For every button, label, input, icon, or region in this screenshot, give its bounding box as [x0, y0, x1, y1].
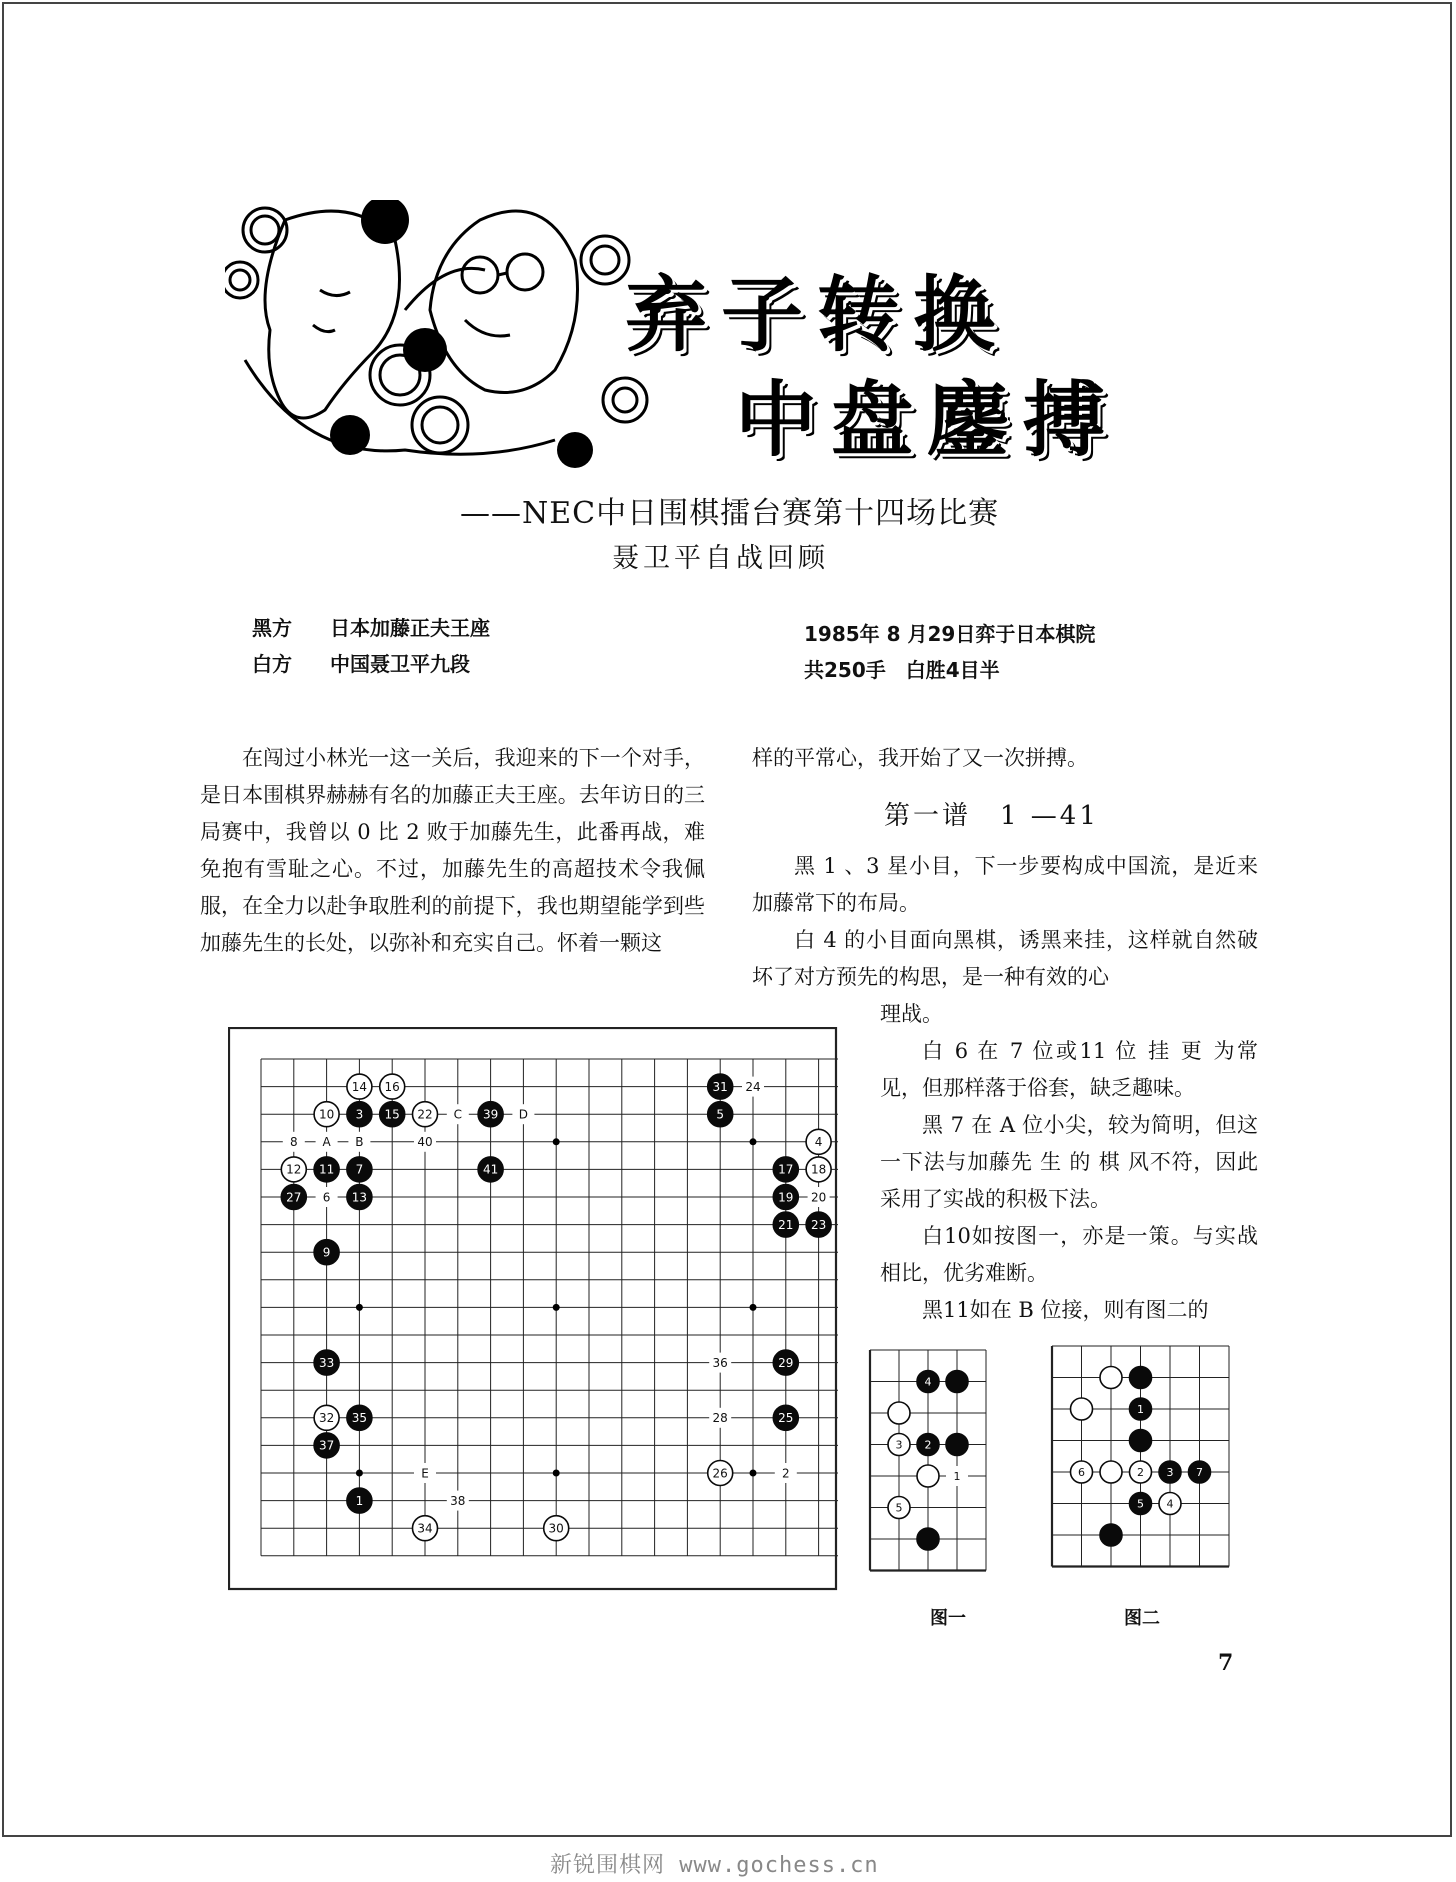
board-mark-label: 28: [712, 1411, 728, 1426]
left-column-text: [200, 740, 705, 962]
right-narrow-text: [880, 996, 1258, 1329]
white-player: 中国聂卫平九段: [330, 652, 470, 676]
paragraph: 黑11如在 B 位接，则有图二的: [922, 1298, 1209, 1322]
board-layer: [870, 1350, 986, 1571]
stone-number: 33: [318, 1355, 335, 1370]
board-mark-label: 24: [745, 1079, 761, 1094]
stone-number: 16: [384, 1079, 400, 1094]
stone-number: 13: [351, 1190, 368, 1205]
stone-number: 11: [318, 1162, 335, 1177]
stone-number: 3: [895, 1438, 903, 1452]
board-mark-label: D: [518, 1107, 529, 1122]
star-point: [750, 1304, 757, 1311]
stone-number: 37: [318, 1438, 335, 1453]
stone-number: 41: [482, 1162, 499, 1177]
board-mark-label: C: [453, 1107, 462, 1122]
stone-number: 27: [286, 1190, 302, 1205]
board-mark-label: E: [421, 1466, 429, 1481]
board-mark-label: B: [355, 1135, 364, 1150]
board-mark-label: 20: [810, 1190, 827, 1205]
star-point: [553, 1304, 560, 1311]
white-stone: [917, 1465, 939, 1487]
stone-number: 1: [1137, 1402, 1144, 1416]
stone-number: 5: [1137, 1497, 1144, 1511]
players-sketch-image: [225, 200, 655, 475]
section-title: 第一谱 1 —41: [884, 801, 1099, 831]
stone-number: 5: [716, 1107, 725, 1122]
board-mark-label: 38: [450, 1493, 466, 1508]
byline: 聂卫平自战回顾: [612, 543, 829, 574]
stone-number: 39: [482, 1107, 499, 1122]
white-player-info: [252, 648, 470, 677]
board-mark-label: 36: [712, 1355, 728, 1370]
stone-number: 34: [417, 1521, 433, 1536]
paragraph: 白 4 的小目面向黑棋，诱黑来挂，这样就自然破坏了对方预先的构思，是一种有效的心: [752, 928, 1258, 989]
stone-number: 25: [778, 1411, 794, 1426]
stone-number: 15: [384, 1107, 400, 1122]
stone-number: 18: [810, 1162, 827, 1177]
board-layer: [1052, 1346, 1229, 1567]
black-stone: [917, 1528, 939, 1550]
stone-number: 21: [778, 1217, 794, 1232]
paragraph: 理战。: [880, 1002, 943, 1026]
star-point: [356, 1470, 363, 1477]
black-player: 日本加藤正夫王座: [330, 616, 490, 640]
watermark: 新锐围棋网 www.gochess.cn: [550, 1853, 879, 1878]
stone-number: 7: [1196, 1465, 1203, 1479]
stone-number: 7: [355, 1162, 364, 1177]
stone-number: 31: [712, 1079, 728, 1094]
stone-number: 4: [1166, 1497, 1174, 1511]
game-moves-result: 共250手 白胜4目半: [804, 658, 1000, 682]
title-line-1: 弃子转换: [625, 268, 1010, 363]
star-point: [553, 1470, 560, 1477]
stone-number: 17: [778, 1162, 794, 1177]
diagram-1-board: [868, 1346, 992, 1582]
board-mark-label: 8: [289, 1135, 298, 1150]
diagram-1-caption: 图一: [930, 1608, 966, 1629]
stone-number: 6: [1078, 1465, 1085, 1479]
stone-number: 12: [286, 1162, 302, 1177]
stone-number: 10: [318, 1107, 335, 1122]
board-mark-label: 2: [781, 1466, 790, 1481]
board-mark-label: A: [322, 1135, 331, 1150]
subtitle: ——NEC中日围棋擂台赛第十四场比赛: [460, 496, 1000, 531]
diagram-2-caption: 图二: [1124, 1608, 1160, 1629]
stone-number: 35: [351, 1411, 368, 1426]
right-column-top: [752, 740, 1258, 777]
star-point: [750, 1138, 757, 1145]
stone-number: 29: [778, 1355, 794, 1370]
stone-number: 32: [318, 1411, 335, 1426]
paragraph: 黑 1 、3 星小目，下一步要构成中国流，是近来加藤常下的布局。: [752, 854, 1258, 915]
black-stone: [1130, 1430, 1152, 1452]
white-stone: [888, 1402, 910, 1424]
black-stone: [1100, 1524, 1122, 1546]
stone-number: 14: [351, 1079, 368, 1094]
star-point: [750, 1470, 757, 1477]
stone-number: 5: [895, 1501, 903, 1515]
paragraph: 黑 7 在 A 位小尖，较为简明，但这一下法与加藤先 生 的 棋 风不符，因此采用了实战的积极下法。: [880, 1113, 1258, 1211]
stone-number: 4: [924, 1375, 932, 1389]
white-stone: [1100, 1461, 1122, 1483]
title-line-2: 中盘鏖搏: [735, 373, 1120, 468]
black-player-info: [252, 612, 490, 641]
main-go-board: [228, 1027, 838, 1592]
black-stone: [946, 1434, 968, 1456]
stone-number: 9: [322, 1245, 331, 1260]
right-column-text: [752, 848, 1258, 996]
stone-number: 4: [814, 1135, 823, 1150]
star-point: [356, 1304, 363, 1311]
white-label: 白方: [252, 652, 292, 676]
stone-number: 19: [778, 1190, 794, 1205]
stone-number: 2: [924, 1438, 932, 1452]
stone-number: 3: [355, 1107, 364, 1122]
paragraph: 白 6 在 7 位或11 位 挂 更 为常见，但那样落于俗套，缺乏趣味。: [880, 1039, 1258, 1100]
board-mark-label: 1: [953, 1469, 961, 1483]
paragraph: 白10如按图一，亦是一策。与实战相比，优劣难断。: [880, 1224, 1258, 1285]
white-stone: [1100, 1367, 1122, 1389]
black-stone: [1130, 1367, 1152, 1389]
black-stone: [946, 1371, 968, 1393]
star-point: [553, 1138, 560, 1145]
stone-number: 23: [810, 1217, 827, 1232]
game-date-place: 1985年 8 月29日弈于日本棋院: [804, 622, 1096, 646]
stone-number: 26: [712, 1466, 728, 1481]
stone-number: 1: [355, 1493, 364, 1508]
paragraph: 在闯过小林光一这一关后，我迎来的下一个对手，是日本围棋界赫赫有名的加藤正夫王座。去年访日的三局赛中，我曾以 0 比 2 败于加藤先生，此番再战，难免抱有雪耻之心。不过，加藤先生的高超技术令我佩服，在全力以赴争取胜利的前提下，我也期望能学到些加藤先生的长处，以弥补和充实自己。怀着一颗这: [200, 746, 705, 955]
board-layer: [229, 1028, 838, 1589]
board-mark-label: 40: [417, 1135, 433, 1150]
board-mark-label: 6: [322, 1190, 331, 1205]
page-number: 7: [1218, 1650, 1234, 1676]
header-illustration: [225, 200, 1185, 475]
white-stone: [1071, 1398, 1093, 1420]
stone-number: 30: [548, 1521, 564, 1536]
stone-number: 22: [417, 1107, 433, 1122]
stone-number: 3: [1166, 1465, 1174, 1479]
black-label: 黑方: [252, 616, 292, 640]
stone-number: 2: [1137, 1465, 1144, 1479]
diagram-2-board: [1050, 1342, 1232, 1574]
paragraph: 样的平常心，我开始了又一次拼搏。: [752, 746, 1088, 770]
